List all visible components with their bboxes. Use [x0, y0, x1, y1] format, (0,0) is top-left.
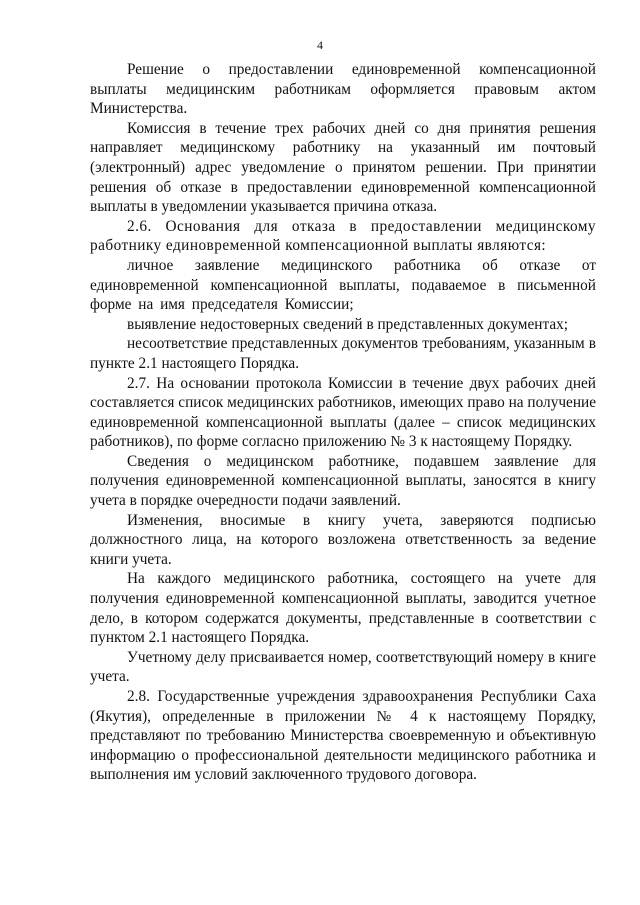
page-number: 4: [317, 38, 323, 52]
paragraph-file-number: Учетному делу присваивается номер, соответствующий номеру в книге учета.: [90, 648, 596, 686]
document-body: [90, 60, 596, 785]
paragraph-registry-book: Сведения о медицинском работнике, подавшем заявление для получения единовременной компенсационной выплаты, заносятся в книгу учета в порядке очередности подачи заявлений.: [90, 452, 596, 510]
paragraph-registry-changes: Изменения, вносимые в книгу учета, заверяются подписью должностного лица, на которого возложена ответственность за ведение книги учета.: [90, 511, 596, 568]
paragraph-registration-file: На каждого медицинского работника, состоящего на учете для получения единовременной компенсационной выплаты, заводится учетное дело, в котором содержатся документы, представленные в соответствии с пунктом 2.1 настоящего Порядка.: [90, 570, 596, 647]
list-item-false-information: выявление недостоверных сведений в представленных документах;: [127, 315, 569, 333]
paragraph-commission-notification: Комиссия в течение трех рабочих дней со дня принятия решения направляет медицинскому работнику на указанный им почтовый (электронный) адрес уведомление о принятом решении. При принятии решения об отказе в предоставлении единовременной компенсационной выплаты в уведомлении указывается причина отказа.: [90, 119, 596, 216]
list-item-personal-refusal: личное заявление медицинского работника об отказе от единовременной компенсационной выплаты, подаваемое в письменной форме на имя председателя Комиссии;: [90, 256, 596, 314]
paragraph-2-8-health-institutions: 2.8. Государственные учреждения здравоохранения Республики Саха (Якутия), определенные в приложении № 4 к настоящему Порядку, представляют по требованию Министерства своевременную и объективную информацию о профессиональной деятельности медицинского работника и выполнения им условий заключенного трудового договора.: [90, 688, 596, 784]
paragraph-decision-formalization: Решение о предоставлении единовременной компенсационной выплаты медицинским работникам оформляется правовым актом Министерства.: [90, 61, 596, 118]
paragraph-2-6-refusal-grounds: 2.6. Основания для отказа в предоставлении медицинскому работнику единовременной компенсационной выплаты являются:: [90, 217, 596, 255]
paragraph-2-7-worker-list: 2.7. На основании протокола Комиссии в течение двух рабочих дней составляется список медицинских работников, имеющих право на получение единовременной компенсационной выплаты (далее – список медицинских работников), по форме согласно приложению № 3 к настоящему Порядку.: [90, 374, 596, 451]
list-item-document-mismatch: несоответствие представленных документов требованиям, указанным в пункте 2.1 настоящего Порядка.: [90, 335, 596, 372]
